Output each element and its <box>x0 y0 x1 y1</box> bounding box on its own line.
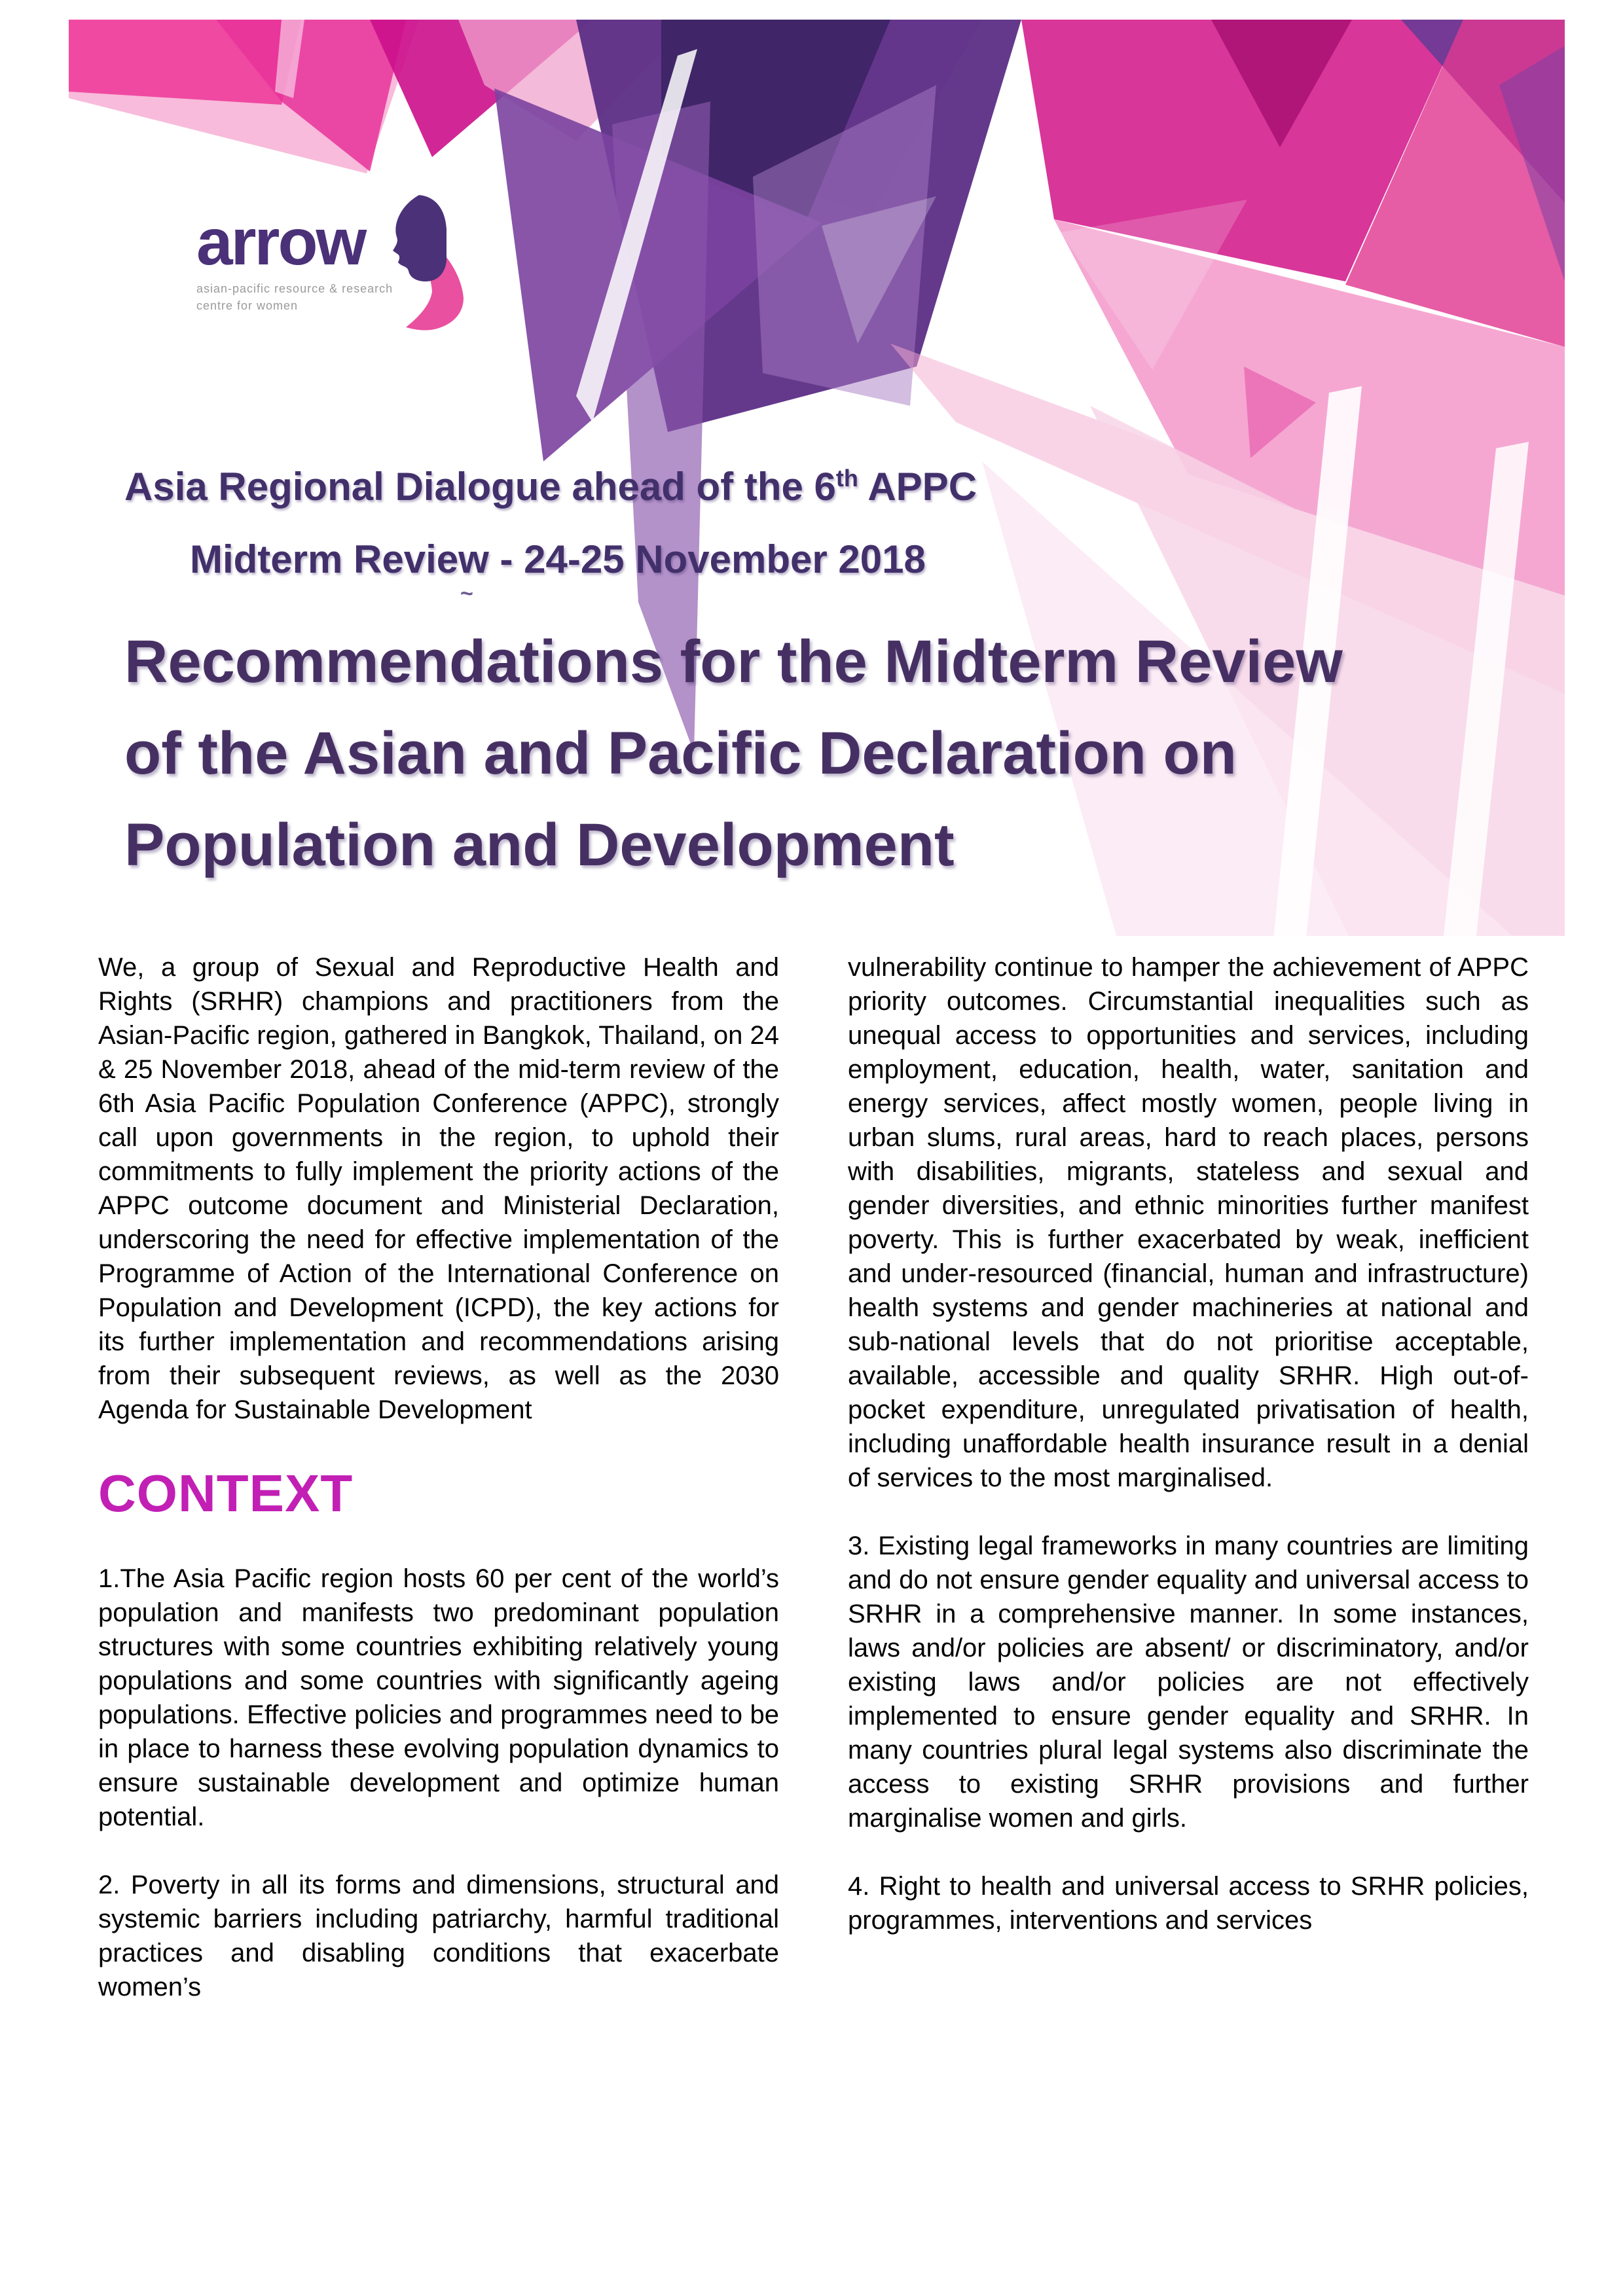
context-paragraph-2: 2. Poverty in all its forms and dimensions, structural and systemic barriers including patriarchy, harmful traditional practices and disabling conditions that exacerbate women’s <box>98 1871 779 2001</box>
logo-tagline-line2: centre for women <box>196 299 299 312</box>
logo-tagline-line1: asian-pacific resource & research <box>196 282 393 295</box>
intro-paragraph: We, a group of Sexual and Reproductive Health and Rights (SRHR) champions and practitioners from the Asian-Pacific region, gathered in Bangkok, Thailand, on 24 & 25 November 2018, ahead of the mid-term review of the 6th Asia Pacific Population Conference (APPC), strongly call upon governments in the region, to uphold their commitments to fully implement the priority actions of the APPC outcome document and Ministerial Declaration, underscoring the need for effective implementation of the Programme of Action of the International Conference on Population and Development (ICPD), the key actions for its further implementation and recommendations arising from their subsequent reviews, as well as the 2030 Agenda for Sustainable Development <box>98 953 779 1424</box>
event-title-superscript: th <box>835 465 858 492</box>
page-title <box>124 617 1343 891</box>
decorative-mark: ~ <box>460 581 473 606</box>
logo-tagline <box>196 280 511 314</box>
page-title-line1: Recommendations for the Midterm Review <box>124 628 1343 695</box>
context-paragraph-1: 1.The Asia Pacific region hosts 60 per cent of the world’s population and manifests two predominant population structures with some countries exhibiting relatively young populations and some countries with significantly ageing populations. Effective policies and programmes need to be in place to harness these evolving population dynamics to ensure sustainable development and optimize human potential. <box>98 1564 779 1831</box>
context-paragraph-4: 4. Right to health and universal access to SRHR policies, programmes, interventions and services <box>848 1872 1529 1935</box>
event-title-suffix: APPC <box>858 465 977 509</box>
event-title-text: Asia Regional Dialogue ahead of the 6 <box>124 465 836 509</box>
brand-name: arrow <box>196 206 365 279</box>
right-column <box>848 950 1529 1937</box>
event-title-line1 <box>124 450 977 523</box>
context-paragraph-2-continued: vulnerability continue to hamper the achievement of APPC priority outcomes. Circumstantial inequalities such as unequal access to opportunities and services, including employment, education, health, water, sanitation and energy services, affect mostly women, people living in urban slums, rural areas, hard to reach places, persons with disabilities, migrants, stateless and sexual and gender diversities, and ethnic minorities further manifest poverty. This is further exacerbated by weak, inefficient and under-resourced (financial, human and infrastructure) health systems and gender machineries at national and sub-national levels that do not prioritise acceptable, available, accessible and quality SRHR. High out-of-pocket expenditure, unregulated privatisation of health, including unaffordable health insurance result in a denial of services to the most marginalised. <box>848 953 1529 1492</box>
logo <box>196 206 511 314</box>
left-column <box>98 950 779 2004</box>
section-heading-context: CONTEXT <box>98 1464 354 1522</box>
page-title-line2: of the Asian and Pacific Declaration on <box>124 719 1237 787</box>
body-columns <box>98 950 1529 2004</box>
page-title-line3: Population and Development <box>124 811 955 878</box>
event-title <box>124 450 977 596</box>
context-paragraph-3: 3. Existing legal frameworks in many countries are limiting and do not ensure gender equality and universal access to SRHR in a comprehensive manner. In some instances, laws and/or policies are absent/ or discriminatory, and/or existing laws and/or policies are not effectively implemented to ensure gender equality and SRHR. In many countries plural legal systems also discriminate the access to existing SRHR provisions and further marginalise women and girls. <box>848 1532 1529 1833</box>
event-title-line2: Midterm Review - 24-25 November 2018 <box>190 537 926 581</box>
